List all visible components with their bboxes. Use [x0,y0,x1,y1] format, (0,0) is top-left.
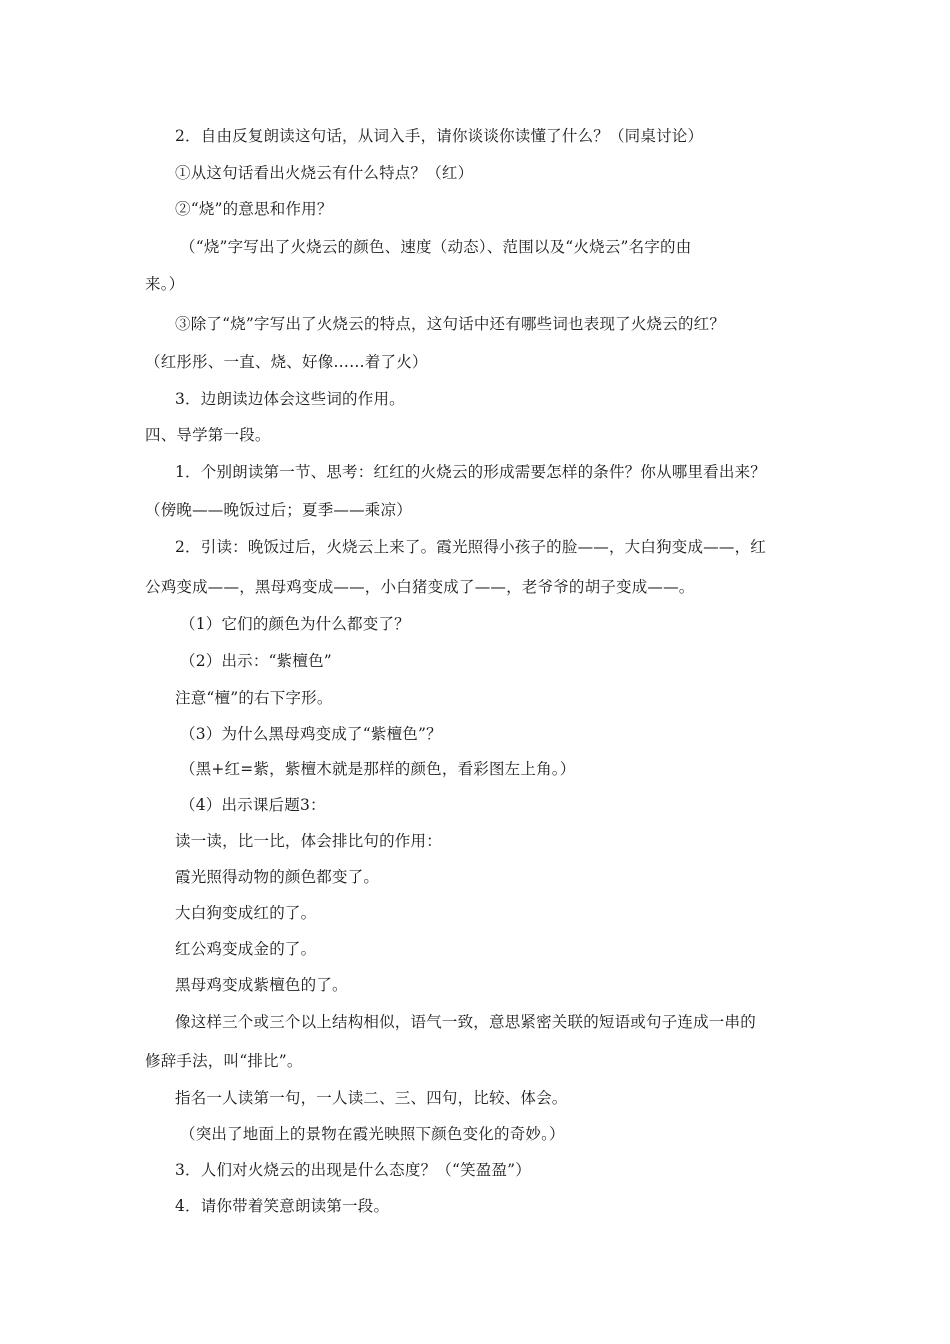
paragraph-line: （4）出示课后题3： [180,796,326,814]
paragraph-line: 霞光照得动物的颜色都变了。 [175,868,380,886]
paragraph-line: （1）它们的颜色为什么都变了？ [180,615,410,633]
section-heading: 四、导学第一段。 [145,426,271,444]
paragraph-line: （红彤彤、一直、烧、好像……着了火） [145,353,428,371]
paragraph-line: 修辞手法，叫“排比”。 [145,1052,303,1070]
paragraph-line: 大白狗变成红的了。 [175,904,317,922]
paragraph-line: ①从这句话看出火烧云有什么特点？（红） [175,164,474,182]
paragraph-line: 指名一人读第一句，一人读二、三、四句，比较、体会。 [175,1089,568,1107]
paragraph-line: 3．边朗读边体会这些词的作用。 [175,390,405,408]
paragraph-line: 2．自由反复朗读这句话，从词入手，请你谈谈你读懂了什么？（同桌讨论） [175,127,704,145]
paragraph-line: （突出了地面上的景物在霞光映照下颜色变化的奇妙。） [180,1125,565,1143]
paragraph-line: 1．个别朗读第一节、思考：红红的火烧云的形成需要怎样的条件？你从哪里看出来？ [175,463,766,481]
paragraph-line: （黑+红=紫，紫檀木就是那样的颜色，看彩图左上角。） [180,760,576,778]
paragraph-line: （“烧”字写出了火烧云的颜色、速度（动态）、范围以及“火烧云”名字的由 [180,238,692,256]
paragraph-line: 黑母鸡变成紫檀色的了。 [175,976,348,994]
paragraph-line: ③除了“烧”字写出了火烧云的特点，这句话中还有哪些词也表现了火烧云的红？ [175,315,726,333]
paragraph-line: 像这样三个或三个以上结构相似，语气一致，意思紧密关联的短语或句子连成一串的 [175,1013,756,1031]
paragraph-line: 公鸡变成——，黑母鸡变成——，小白猪变成了——，老爷爷的胡子变成——。 [145,578,695,596]
paragraph-line: 2．引读：晚饭过后，火烧云上来了。霞光照得小孩子的脸——，大白狗变成——，红 [175,538,766,556]
paragraph-line: 读一读，比一比，体会排比句的作用： [175,832,442,850]
paragraph-line: 3．人们对火烧云的出现是什么态度？（“笑盈盈”） [175,1161,532,1179]
paragraph-line: ②“烧”的意思和作用？ [175,200,333,218]
paragraph-line: （傍晚——晚饭过后；夏季——乘凉） [145,501,412,519]
paragraph-line: 4．请你带着笑意朗读第一段。 [175,1197,390,1215]
paragraph-line: （2）出示：“紫檀色” [180,652,332,670]
paragraph-line: 注意“檀”的右下字形。 [175,689,333,707]
paragraph-line: 来。） [145,275,185,293]
paragraph-line: 红公鸡变成金的了。 [175,940,317,958]
paragraph-line: （3）为什么黑母鸡变成了“紫檀色”？ [180,725,442,743]
